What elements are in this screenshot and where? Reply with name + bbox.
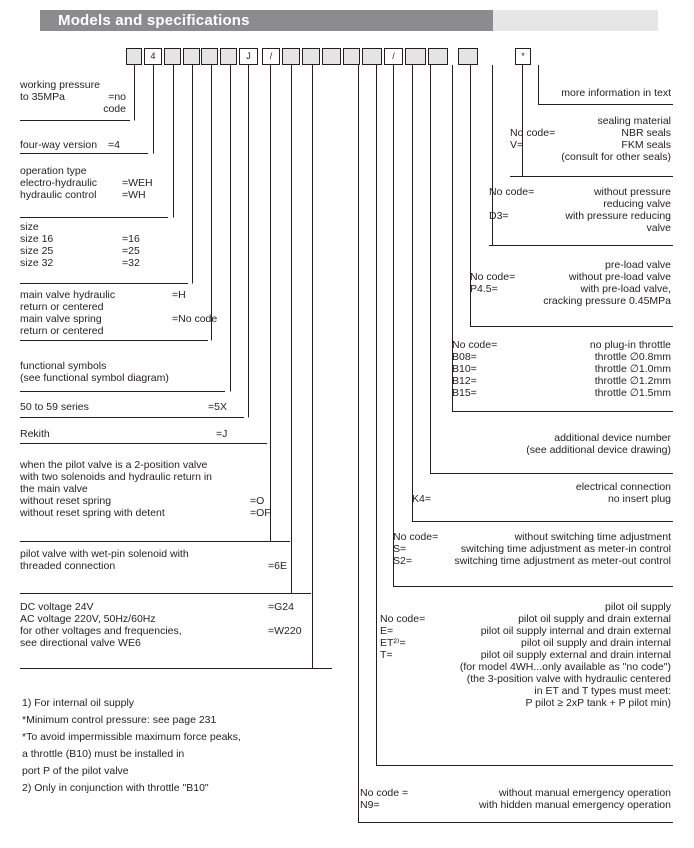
spec-code-voltage: =G24 (268, 601, 294, 613)
footnote: *To avoid impermissible maximum force peaks, (22, 731, 241, 743)
spec-label-pilotoil: in ET and T types must meet: (534, 685, 671, 697)
spec-label-reducing: valve (646, 222, 671, 234)
spec-label-pilot2pos: with two solenoids and hydraulic return in (20, 471, 213, 483)
spec-code-pilot2pos: =OF (250, 507, 271, 519)
spec-code-series: =5X (208, 401, 227, 413)
spec-label-preload: pre-load valve (605, 259, 671, 271)
spec-code-preload: P4.5= (470, 283, 498, 295)
section-title: Models and specifications (58, 12, 250, 29)
spec-label-wetpin: threaded connection (20, 560, 116, 572)
code-box: * (515, 48, 531, 65)
spec-label-operation: hydraulic control (20, 189, 97, 201)
spec-label-manual: with hidden manual emergency operation (478, 799, 671, 811)
spec-label-switching: without switching time adjustment (514, 531, 671, 543)
spec-label-pilotoil: pilot oil supply and drain external (518, 613, 671, 625)
footnote: port P of the pilot valve (22, 765, 129, 777)
spec-label-moreinfo: more information in text (561, 87, 671, 99)
spec-label-size: size 16 (20, 233, 54, 245)
spec-label-mainvalve: main valve hydraulic (20, 289, 116, 301)
spec-code-throttle: B12= (452, 375, 477, 387)
spec-label-reducing: reducing valve (603, 198, 671, 210)
spec-code-size: =25 (122, 245, 140, 257)
spec-code-throttle: B15= (452, 387, 477, 399)
spec-label-switching: switching time adjustment as meter-in control (460, 543, 671, 555)
spec-code-electrical: K4= (412, 493, 431, 505)
spec-label-additional: additional device number (554, 432, 671, 444)
spec-label-throttle: no plug-in throttle (589, 339, 671, 351)
spec-code-reducing: D3= (489, 210, 509, 222)
spec-label-voltage: AC voltage 220V, 50Hz/60Hz (20, 613, 156, 625)
spec-code-sealing: No code= (510, 127, 556, 139)
footnote: 2) Only in conjunction with throttle "B10" (22, 782, 209, 794)
spec-label-fourway: four-way version (20, 139, 98, 151)
spec-code-size: =16 (122, 233, 140, 245)
spec-code-rekith: =J (216, 428, 228, 440)
spec-label-sealing: sealing material (597, 115, 671, 127)
spec-label-pilotoil: pilot oil supply external and drain internal (480, 649, 671, 661)
spec-code-throttle: B10= (452, 363, 477, 375)
spec-label-wetpin: pilot valve with wet-pin solenoid with (20, 548, 189, 560)
spec-code-operation: =WEH (122, 177, 153, 189)
spec-label-size: size (20, 221, 39, 233)
spec-label-preload: cracking pressure 0.45MPa (543, 295, 671, 307)
spec-code-reducing: No code= (489, 186, 535, 198)
spec-label-voltage: see directional valve WE6 (20, 637, 141, 649)
spec-code-throttle: B08= (452, 351, 477, 363)
spec-label-preload: with pre-load valve, (580, 283, 671, 295)
spec-label-pilot2pos: without reset spring with detent (20, 507, 165, 519)
spec-code-pressure: code (103, 103, 126, 115)
spec-code-manual: N9= (360, 799, 380, 811)
spec-label-functional: functional symbols (20, 360, 107, 372)
spec-code-manual: No code = (360, 787, 409, 799)
spec-code-pilotoil: E= (380, 625, 394, 637)
spec-label-sealing: (consult for other seals) (561, 151, 671, 163)
spec-label-size: size 32 (20, 257, 54, 269)
spec-code-throttle: No code= (452, 339, 498, 351)
spec-label-pilotoil: pilot oil supply (605, 601, 671, 613)
spec-label-pilotoil: P pilot ≥ 2xP tank + P pilot min) (525, 697, 671, 709)
spec-label-pilot2pos: when the pilot valve is a 2-position valve (20, 459, 208, 471)
spec-code-sealing: V= (510, 139, 524, 151)
spec-label-sealing: NBR seals (621, 127, 671, 139)
spec-label-pilotoil: pilot oil supply internal and drain external (480, 625, 671, 637)
spec-label-throttle: throttle ∅0.8mm (594, 351, 671, 363)
spec-label-size: size 25 (20, 245, 54, 257)
code-box: 4 (144, 48, 162, 65)
spec-code-mainvalve: =H (172, 289, 186, 301)
spec-label-additional: (see additional device drawing) (526, 444, 671, 456)
spec-code-pressure: =no (108, 91, 126, 103)
spec-code-mainvalve: =No code (172, 313, 218, 325)
spec-label-mainvalve: return or centered (20, 325, 104, 337)
spec-code-preload: No code= (470, 271, 516, 283)
spec-code-switching: S= (393, 543, 407, 555)
spec-label-voltage: for other voltages and frequencies, (20, 625, 182, 637)
spec-code-pilotoil: No code= (380, 613, 426, 625)
spec-label-operation: electro-hydraulic (20, 177, 98, 189)
spec-label-reducing: with pressure reducing (565, 210, 671, 222)
spec-label-pilot2pos: the main valve (20, 483, 88, 495)
spec-code-size: =32 (122, 257, 140, 269)
footnote: a throttle (B10) must be installed in (22, 748, 185, 760)
spec-label-electrical: no insert plug (607, 493, 671, 505)
spec-code-wetpin: =6E (268, 560, 287, 572)
spec-label-rekith: Rekith (20, 428, 50, 440)
code-box: J (239, 48, 258, 65)
code-box: / (262, 48, 280, 65)
spec-label-mainvalve: main valve spring (20, 313, 102, 325)
spec-label-throttle: throttle ∅1.5mm (594, 387, 671, 399)
spec-label-pilotoil: (for model 4WH...only available as "no code") (459, 661, 671, 673)
spec-label-mainvalve: return or centered (20, 301, 104, 313)
spec-label-electrical: electrical connection (575, 481, 671, 493)
spec-label-preload: without pre-load valve (568, 271, 671, 283)
spec-code-pilotoil: T= (380, 649, 393, 661)
spec-label-pilotoil: (the 3-position valve with hydraulic centered (466, 673, 671, 685)
spec-label-manual: without manual emergency operation (498, 787, 671, 799)
spec-label-pressure: to 35MPa (20, 91, 65, 103)
footnote: 1) For internal oil supply (22, 697, 135, 709)
code-box: / (384, 48, 403, 65)
spec-code-switching: No code= (393, 531, 439, 543)
spec-label-pressure: working pressure (20, 79, 100, 91)
spec-label-throttle: throttle ∅1.2mm (594, 375, 671, 387)
spec-label-pilotoil: pilot oil supply and drain internal (520, 637, 671, 649)
spec-label-throttle: throttle ∅1.0mm (594, 363, 671, 375)
spec-code-pilotoil: ET²⁾= (380, 637, 406, 649)
spec-label-pilot2pos: without reset spring (20, 495, 112, 507)
spec-code-operation: =WH (122, 189, 146, 201)
spec-label-switching: switching time adjustment as meter-out control (454, 555, 671, 567)
spec-label-reducing: without pressure (593, 186, 671, 198)
spec-code-fourway: =4 (108, 139, 120, 151)
spec-label-sealing: FKM seals (621, 139, 671, 151)
spec-label-series: 50 to 59 series (20, 401, 89, 413)
spec-label-voltage: DC voltage 24V (20, 601, 94, 613)
spec-code-voltage: =W220 (268, 625, 302, 637)
spec-code-pilot2pos: =O (250, 495, 265, 507)
footnote: *Minimum control pressure: see page 231 (22, 714, 217, 726)
spec-code-switching: S2= (393, 555, 412, 567)
spec-label-functional: (see functional symbol diagram) (20, 372, 169, 384)
spec-label-operation: operation type (20, 165, 87, 177)
